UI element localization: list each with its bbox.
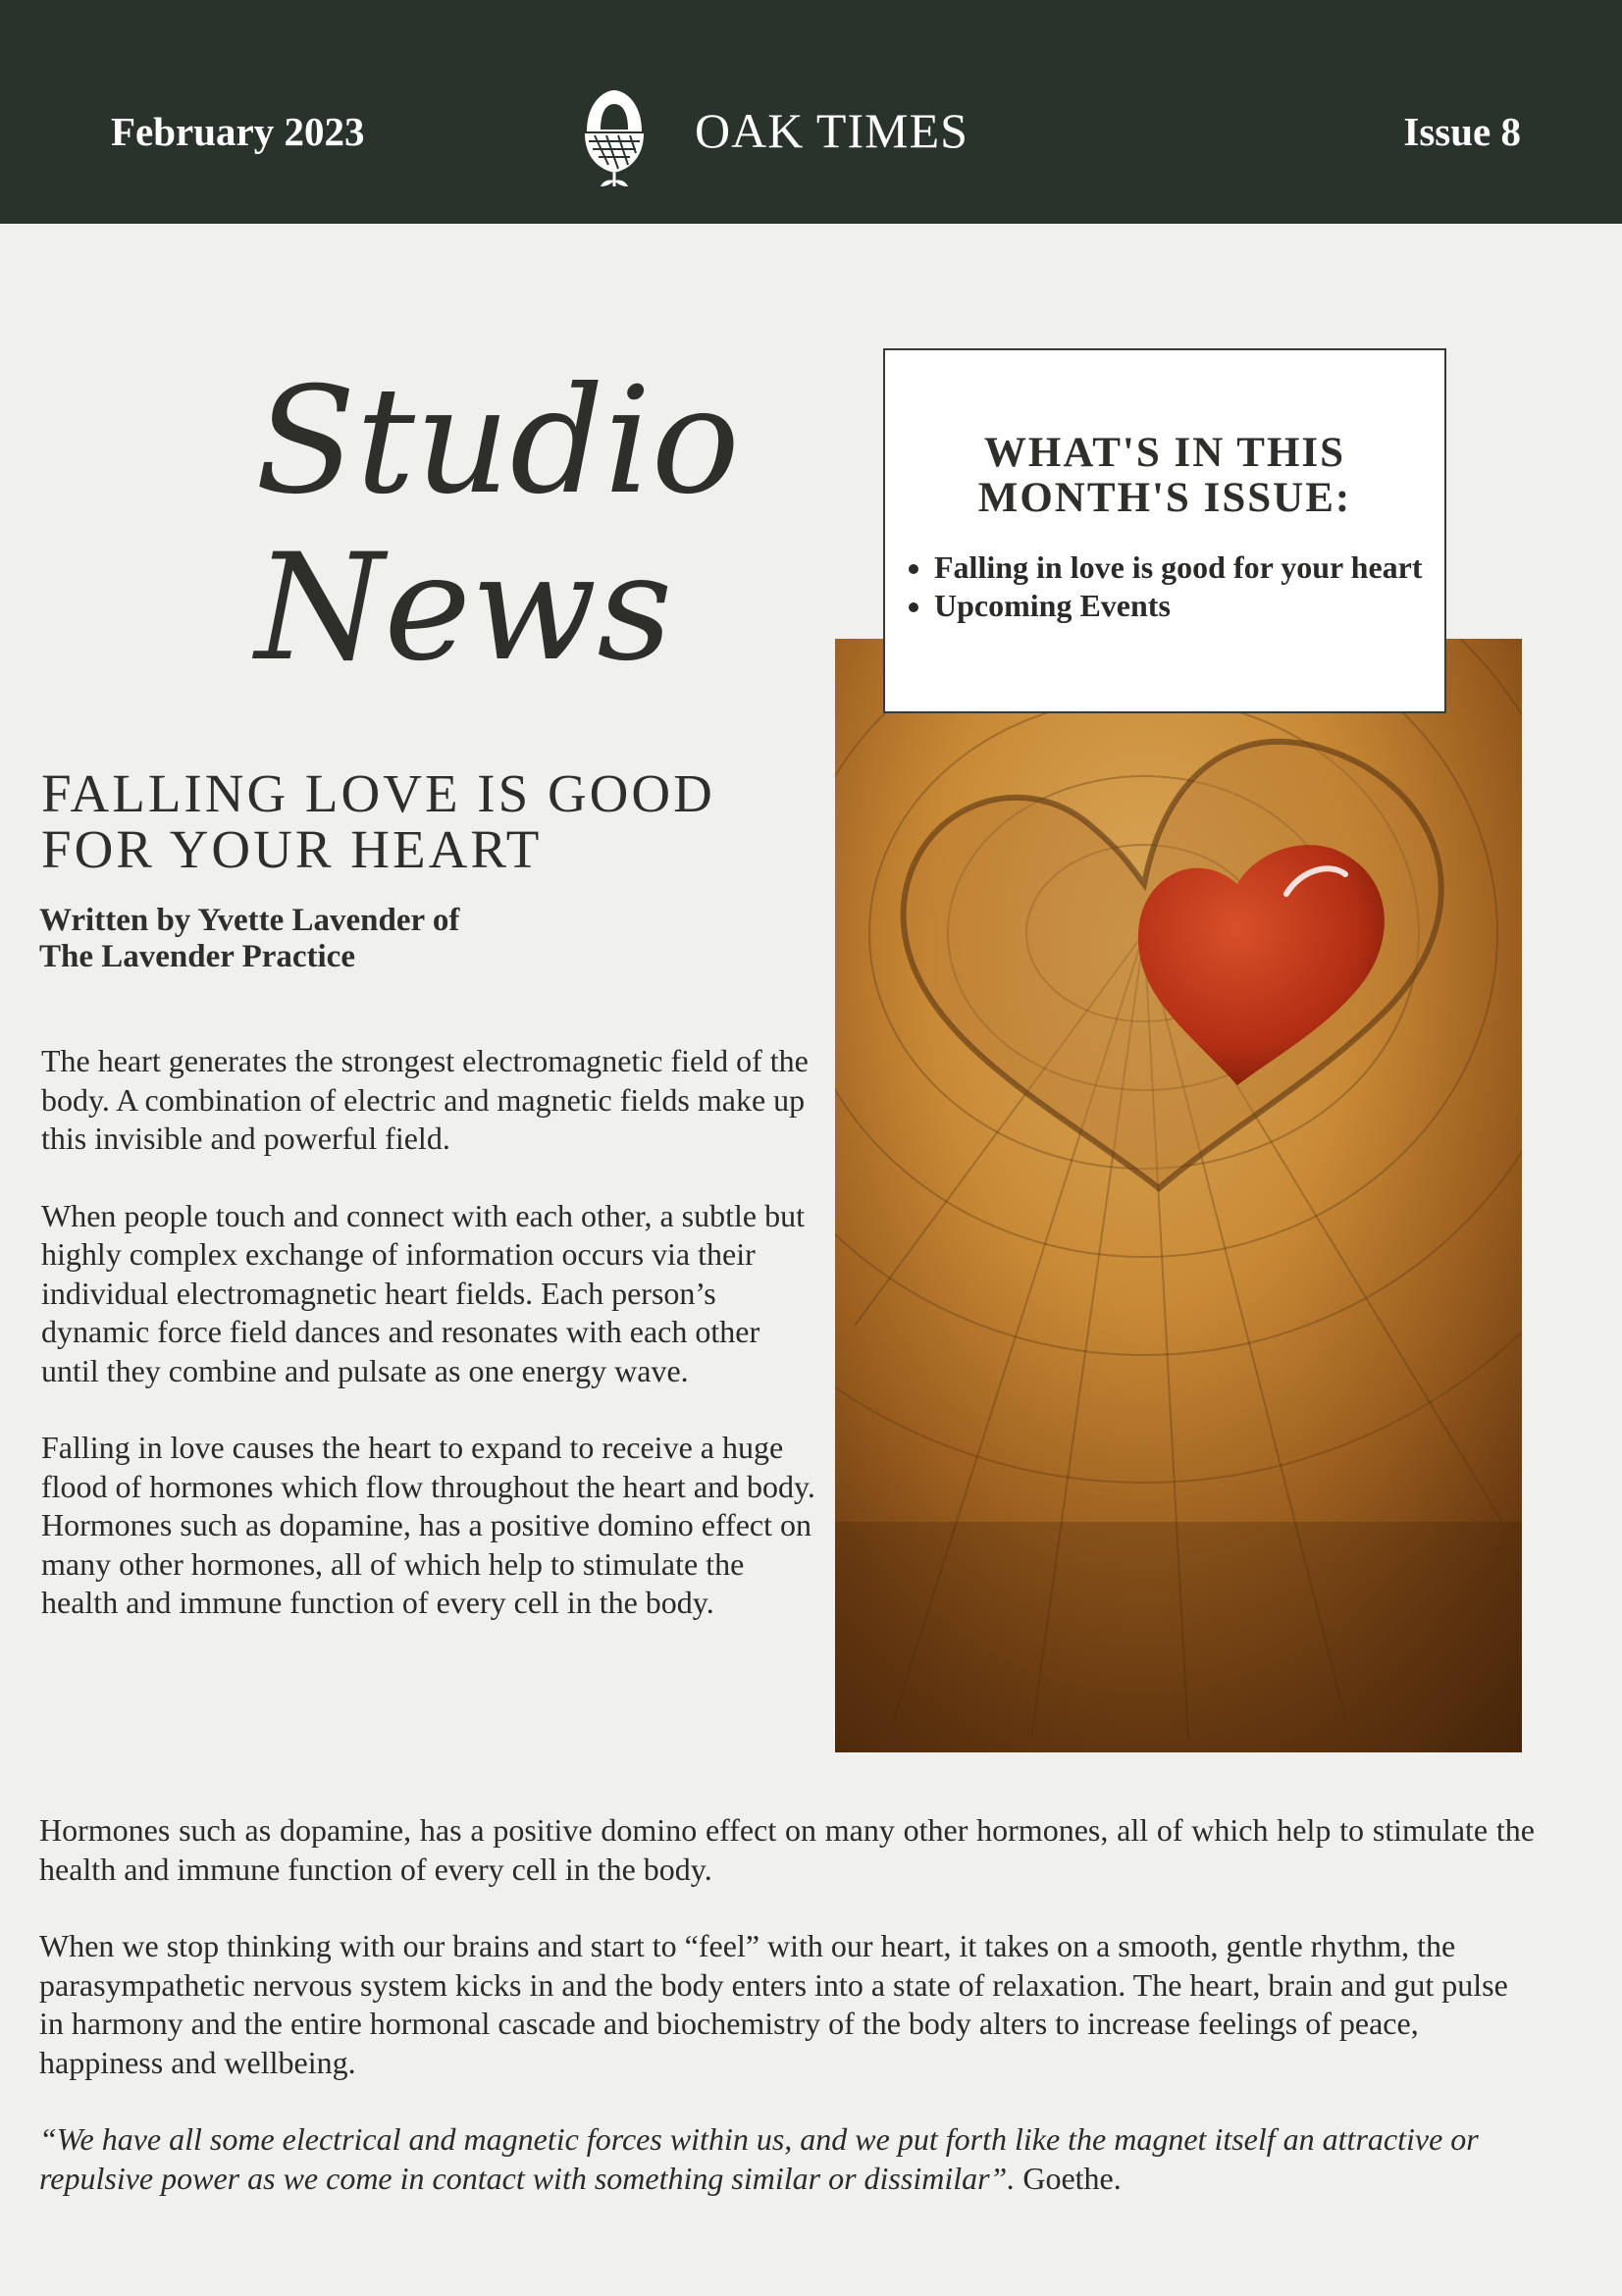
masthead-line2: News	[255, 523, 673, 694]
issue-date: February 2023	[111, 109, 365, 154]
contents-heading: WHAT'S IN THIS MONTH'S ISSUE:	[977, 430, 1352, 521]
headline-line1: FALLING LOVE IS GOOD	[41, 763, 715, 823]
paragraph: When people touch and connect with each other, a subtle but highly complex exchange of information occurs via their individual electromagnetic heart fields. Each person’s dynamic force field dances and resonates with each other until they combine and pulsate as one energy wave.	[41, 1197, 805, 1388]
quote-paragraph	[39, 2120, 1535, 2198]
paragraph: When we stop thinking with our brains and start to “feel” with our heart, it takes on a smooth, gentle rhythm, the parasympathetic nervous system kicks in and the body enters into a state of relaxation. The heart, brain and gut pulse in harmony and the entire hormonal cascade and biochemistry of the body alters to increase feelings of peace, happiness and wellbeing.	[39, 1928, 1508, 2080]
quote-attribution: Goethe.	[1015, 2160, 1122, 2196]
paragraph: Falling in love causes the heart to expand to receive a huge flood of hormones which flow throughout the heart and body. Hormones such as dopamine, has a positive domino effect on many other hormones, all of which help to stimulate the health and immune function of every cell in the body.	[41, 1430, 815, 1620]
acorn-icon	[579, 84, 650, 190]
contents-item: • Upcoming Events	[934, 587, 1444, 625]
byline-line1: Written by Yvette Lavender of	[39, 903, 460, 938]
quote-text: “We have all some electrical and magnetic forces within us, and we put forth like the magnet itself an attractive or repulsive power as we come in contact with something similar or dissimilar”.	[39, 2121, 1479, 2196]
masthead-line1: Studio	[255, 356, 740, 527]
paragraph: The heart generates the strongest electromagnetic field of the body. A combination of electric and magnetic fields make up this invisible and powerful field.	[41, 1043, 809, 1156]
issue-number: Issue 8	[1403, 109, 1521, 154]
contents-item: • Falling in love is good for your heart	[934, 548, 1444, 587]
contents-list	[885, 548, 1444, 625]
paragraph: Hormones such as dopamine, has a positive domino effect on many other hormones, all of which help to stimulate the health and immune function of every cell in the body.	[39, 1812, 1535, 1887]
article-headline	[41, 765, 787, 877]
studio-news-masthead	[255, 356, 740, 694]
article-full-width	[39, 1811, 1535, 2236]
article-column	[41, 1042, 816, 1661]
article-byline	[39, 903, 589, 975]
issue-contents-box	[883, 348, 1446, 713]
newsletter-header	[0, 0, 1622, 224]
byline-line2: The Lavender Practice	[39, 939, 355, 974]
wood-heart-image	[835, 639, 1522, 1752]
headline-line2: FOR YOUR HEART	[41, 819, 543, 879]
publication-title: OAK TIMES	[695, 103, 968, 158]
wood-heart-illustration	[835, 639, 1522, 1752]
